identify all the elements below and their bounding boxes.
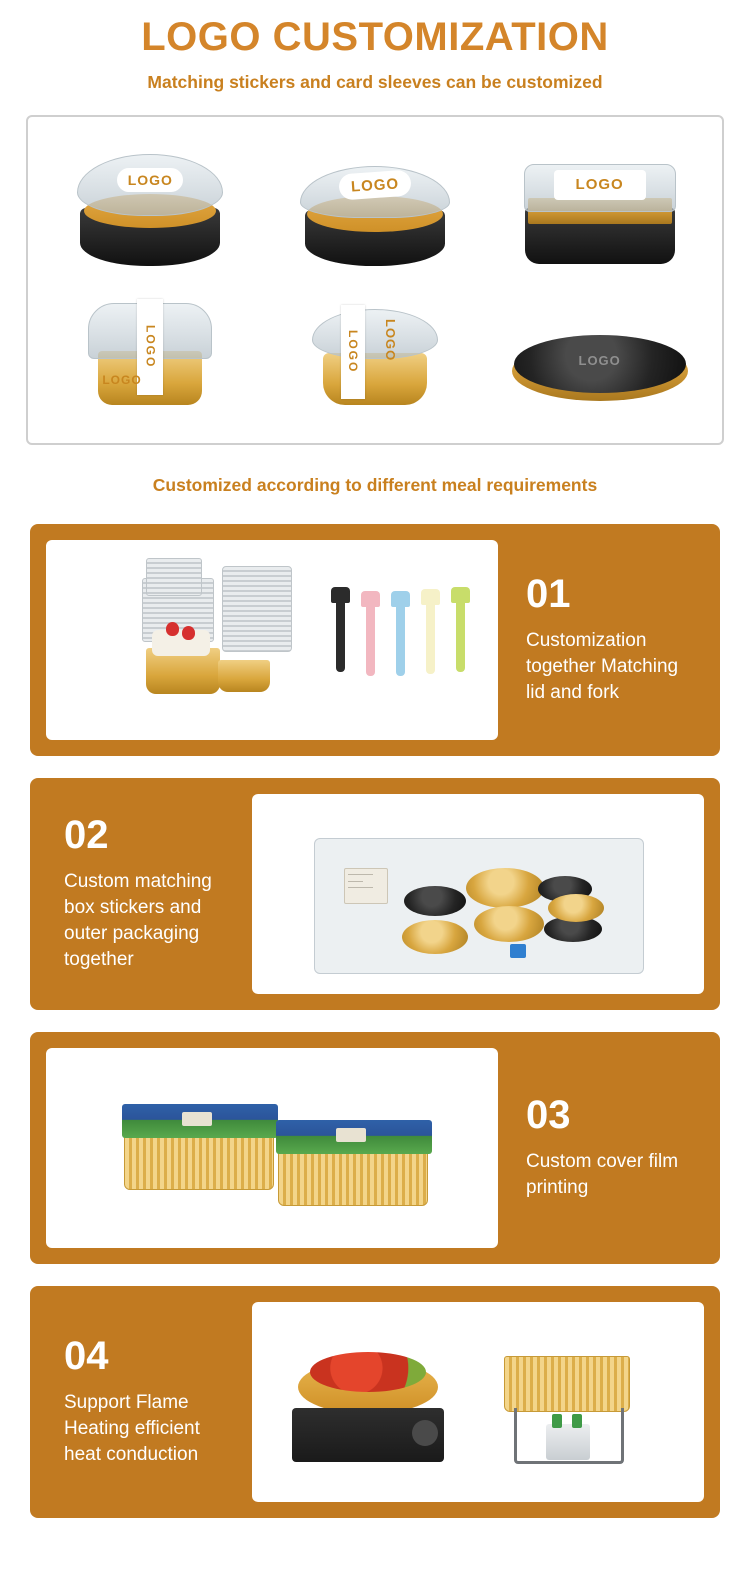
section-caption: Customized according to different meal requirements [152,475,598,495]
logo-sticker: LOGO [117,168,183,192]
showcase-item-black-round-tray-bottom [500,285,700,425]
logo-sticker: LOGO [338,169,412,200]
logo-card-sleeve-left: LOGO [341,305,365,399]
logo-print-right: LOGO [382,318,398,361]
logo-sticker: LOGO [554,170,646,200]
feature-number: 02 [64,812,109,857]
film-artwork [336,1128,366,1142]
showcase-item-round-black-gold-bowl-flat-lid [275,136,475,276]
lid-stack [222,566,292,652]
showcase-item-rectangular-black-gold-box [500,136,700,276]
feature-description: Custom matching box stickers and outer packaging together [64,870,212,971]
fork-green [456,598,465,672]
feature-text-04 [46,1333,238,1469]
feature-text-03 [512,1092,704,1201]
fork-blue [396,602,405,676]
fork-cream [426,600,435,674]
showcase-item-round-black-gold-bowl-dome-lid [50,136,250,276]
strawberry [182,626,195,640]
gold-container [474,906,544,942]
showcase-item-square-gold-cup-clear-dome-sleeve [50,285,250,425]
feature-photo-foil-containers-lids-and-colored-forks [46,540,498,740]
feature-card-list [0,524,750,1518]
stove-knob [412,1420,438,1446]
gold-cup [323,353,427,405]
fuel-cap [552,1414,562,1428]
feature-number: 04 [64,1333,109,1378]
feature-card-03 [30,1032,720,1264]
black-container [404,886,466,916]
feature-text-01 [512,571,704,707]
showcase-row-bottom [38,280,712,429]
feature-description: Support Flame Heating efficient heat conduction [64,1391,200,1466]
logo-emboss: LOGO [578,352,621,368]
feature-photo-packaged-foil-containers-in-plastic-bags [252,794,704,994]
feature-number: 01 [526,571,571,616]
showcase-row-top [38,131,712,280]
foil-tray-stack [146,558,202,596]
feature-photo-foil-bowl-on-portable-stove-and-tray-on-rack [252,1302,704,1502]
fork-black [336,598,345,672]
gold-container [402,920,468,954]
blue-tape [510,944,526,958]
page-title: LOGO CUSTOMIZATION [141,15,609,59]
film-artwork [182,1112,212,1126]
page-header [0,0,750,93]
fuel-cap [572,1414,582,1428]
feature-card-02 [30,778,720,1010]
gold-foil-tray [504,1356,630,1412]
gold-foil-cup [218,660,270,692]
strawberry [166,622,179,636]
product-showcase-panel [26,115,724,445]
page-subtitle: Matching stickers and card sleeves can be customized [147,72,603,92]
fuel-canister [546,1424,590,1460]
fork-pink [366,602,375,676]
logo-print: LOGO [102,372,142,387]
gold-container [548,894,604,922]
gold-container [466,868,544,908]
feature-card-01 [30,524,720,756]
feature-description: Custom cover film printing [526,1150,679,1198]
dessert-cream [152,630,210,656]
printed-label-card: ————— ——— ————— [344,868,388,904]
feature-text-02 [46,812,238,974]
feature-photo-two-gold-foil-trays-with-printed-film-lids [46,1048,498,1248]
feature-card-04 [30,1286,720,1518]
logo-card-sleeve: LOGO [137,299,163,395]
showcase-item-round-gold-cup-clear-lid-sleeve [275,285,475,425]
clear-lid [312,309,438,359]
feature-number: 03 [526,1092,571,1137]
feature-description: Customization together Matching lid and fork [526,629,679,704]
food-contents [310,1352,426,1392]
